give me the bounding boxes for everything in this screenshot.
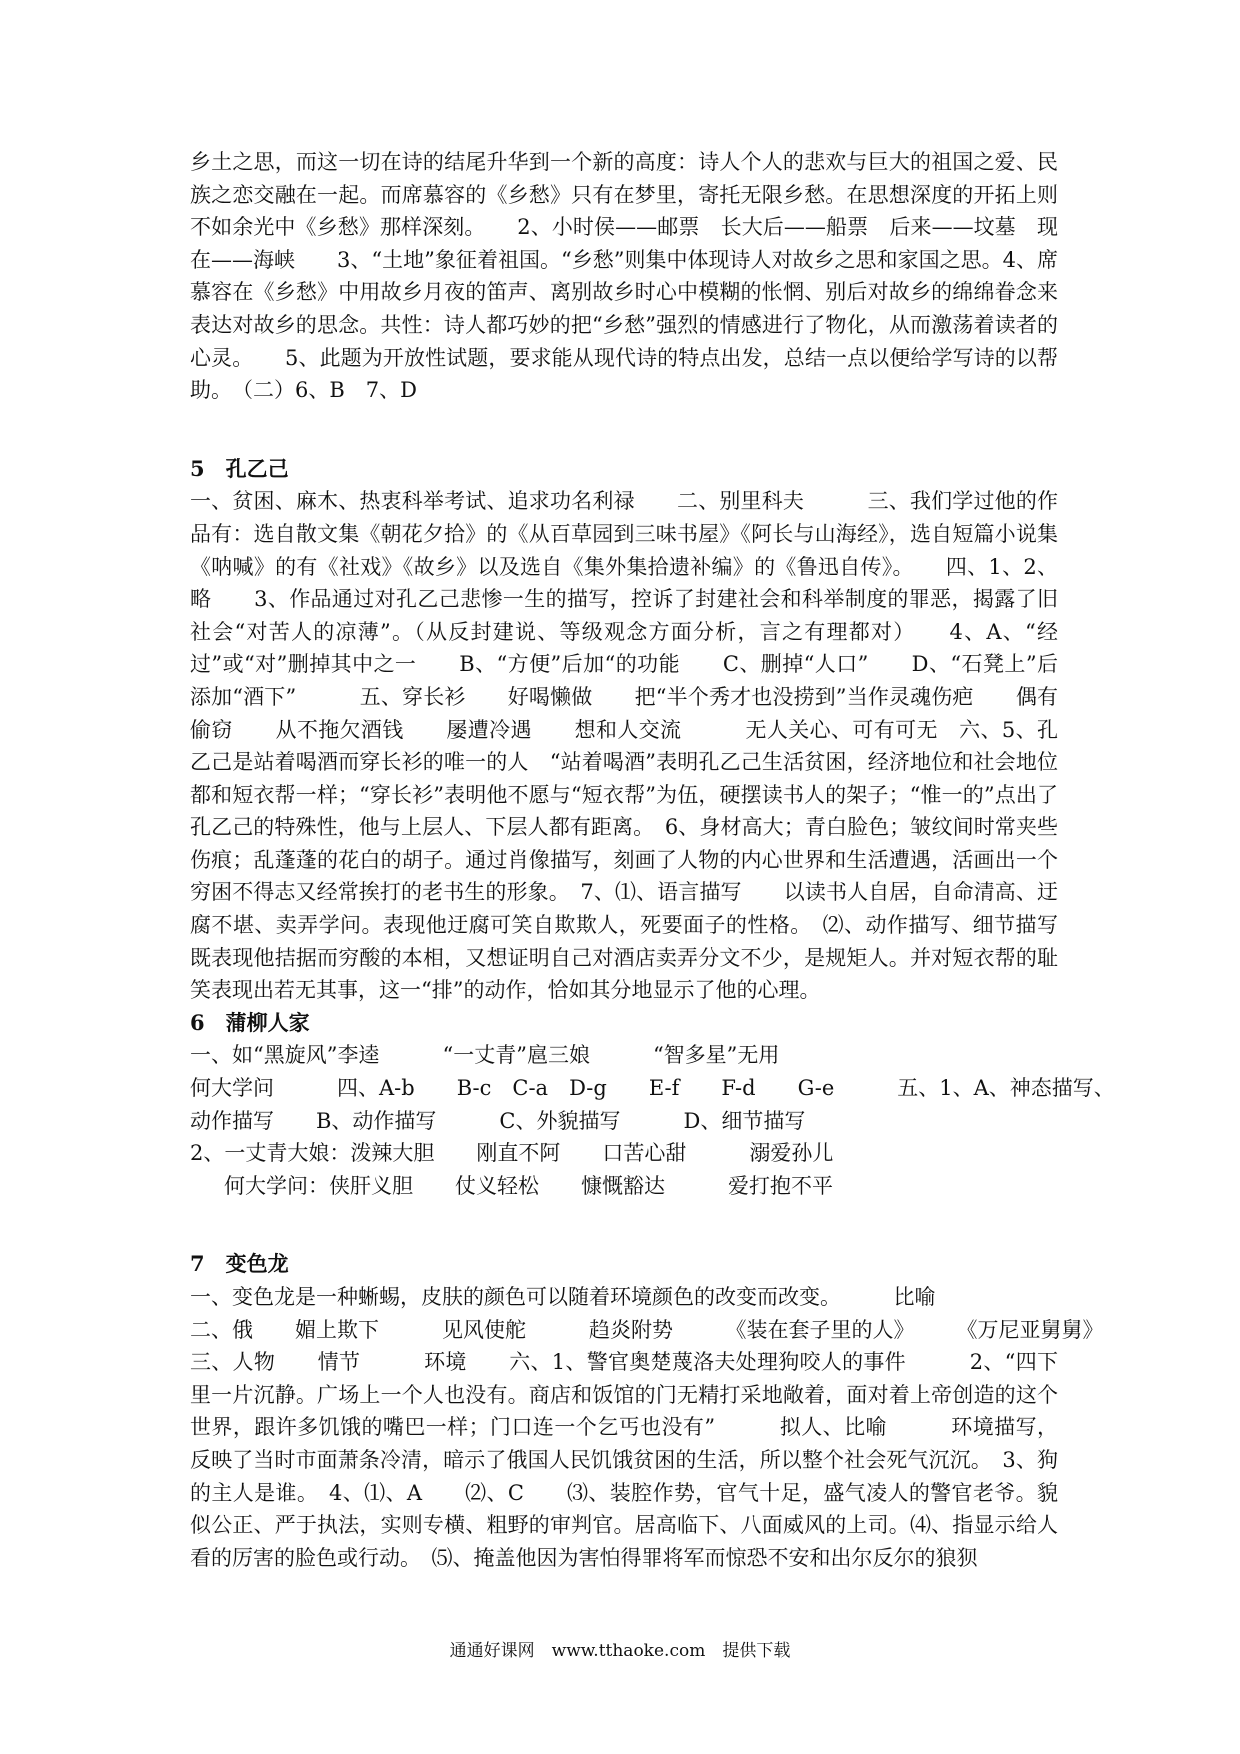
section-5-paragraph: 一、贫困、麻木、热衷科举考试、追求功名利禄 二、别里科夫 三、我们学过他的作品有：选自散文集《朝花夕拾》的《从百草园到三味书屋》《阿长与山海经》，选自短篇小说集《呐喊》的有《社戏》《故乡》以及选自《集外集拾遗补编》的《鲁迅自传》。 四、1、2、略 3、作品通过对孔乙己悲惨一生的描写，控诉了封建社会和科举制度的罪恶，揭露了旧社会“对苦人的凉薄”。（从反封建说、等级观念方面分析，言之有理都对） 4、A、“经过”或“对”删掉其中之一 B、“方便”后加“的功能 C、删掉“人口” D、“石凳上”后添加“酒下” 五、穿长衫 好喝懒做 把“半个秀才也没捞到”当作灵魂伤疤 偶有偷窃 从不拖欠酒钱 屡遭冷遇 想和人交流 无人关心、可有可无 六、5、孔乙己是站着喝酒而穿长衫的唯一的人 “站着喝酒”表明孔乙己生活贫困，经济地位和社会地位都和短衣帮一样；“穿长衫”表明他不愿与“短衣帮”为伍，硬摆读书人的架子；“惟一的”点出了孔乙己的特殊性，他与上层人、下层人都有距离。 6、身材高大；青白脸色；皱纹间时常夹些伤痕；乱蓬蓬的花白的胡子。通过肖像描写，刻画了人物的内心世界和生活遭遇，活画出一个穷困不得志又经常挨打的老书生的形象。 7、⑴、语言描写 以读书人自居，自命清高、迂腐不堪、卖弄学问。表现他迂腐可笑自欺欺人，死要面子的性格。 ⑵、动作描写、细节描写 既表现他拮据而穷酸的本相，又想证明自己对酒店卖弄分文不少，是规矩人。并对短衣帮的耻笑表现出若无其事，这一“排”的动作，恰如其分地显示了他的心理。 bbox=[190, 489, 1100, 1003]
section-6-line-3: 动作描写 B、动作描写 C、外貌描写 D、细节描写 bbox=[190, 1108, 806, 1133]
section-6-line-2: 何大学问 四、A-b B-c C-a D-g E-f F-d G-e 五、1、A、神态描写、 bbox=[190, 1076, 1115, 1101]
section-gap bbox=[190, 407, 1058, 453]
section-gap bbox=[190, 1202, 1058, 1248]
section-6-heading: 6 蒲柳人家 bbox=[190, 1009, 310, 1035]
section-7-heading: 7 变色龙 bbox=[190, 1251, 289, 1277]
answer-content bbox=[190, 146, 1115, 1574]
section-6-line-5: 何大学问：侠肝义胆 仗义轻松 慷慨豁达 爱打抱不平 bbox=[224, 1173, 833, 1198]
section-7-paragraph: 三、人物 情节 环境 六、1、警官奥楚蔑洛夫处理狗咬人的事件 2、“四下里一片沉静。广场上一个人也没有。商店和饭馆的门无精打采地敞着，面对着上帝创造的这个世界，跟许多饥饿的嘴巴一样；门口连一个乞丐也没有” 拟人、比喻 环境描写，反映了当时市面萧条冷清，暗示了俄国人民饥饿贫困的生活，所以整个社会死气沉沉。 3、狗的主人是谁。 4、⑴、A ⑵、C ⑶、装腔作势，官气十足，盛气凌人的警官老爷。貌似公正、严于执法，实则专横、粗野的审判官。居高临下、八面威风的上司。⑷、指显示给人看的厉害的脸色或行动。 ⑸、掩盖他因为害怕得罪将军而惊恐不安和出尔反尔的狼狈 bbox=[190, 1350, 1058, 1570]
section-5-heading: 5 孔乙己 bbox=[190, 455, 289, 481]
section-6-line-4: 2、一丈青大娘：泼辣大胆 刚直不阿 口苦心甜 溺爱孙儿 bbox=[190, 1141, 834, 1166]
intro-paragraph: 乡土之思，而这一切在诗的结尾升华到一个新的高度：诗人个人的悲欢与巨大的祖国之爱、民族之恋交融在一起。而席慕容的《乡愁》只有在梦里，寄托无限乡愁。在思想深度的开拓上则不如余光中《乡愁》那样深刻。 2、小时侯——邮票 长大后——船票 后来——坟墓 现在——海峡 3、“土地”象征着祖国。“乡愁”则集中体现诗人对故乡之思和家国之思。4、席慕容在《乡愁》中用故乡月夜的笛声、离别故乡时心中模糊的怅惘、别后对故乡的绵绵眷念来表达对故乡的思念。共性：诗人都巧妙的把“乡愁”强烈的情感进行了物化，从而激荡着读者的心灵。 5、此题为开放性试题，要求能从现代诗的特点出发，总结一点以便给学写诗的以帮助。 （二）6、B 7、D bbox=[190, 150, 1058, 403]
section-6-line-1: 一、如“黑旋风”李逵 “一丈青”扈三娘 “智多星”无用 bbox=[190, 1043, 780, 1068]
page-footer: 通通好课网 www.tthaoke.com 提供下载 bbox=[449, 1641, 791, 1661]
section-7-line-1: 一、变色龙是一种蜥蜴，皮肤的颜色可以随着环境颜色的改变而改变。 比喻 bbox=[190, 1285, 936, 1309]
section-7-line-2: 二、俄 媚上欺下 见风使舵 趋炎附势 《装在套子里的人》 《万尼亚舅舅》 bbox=[190, 1317, 1104, 1342]
